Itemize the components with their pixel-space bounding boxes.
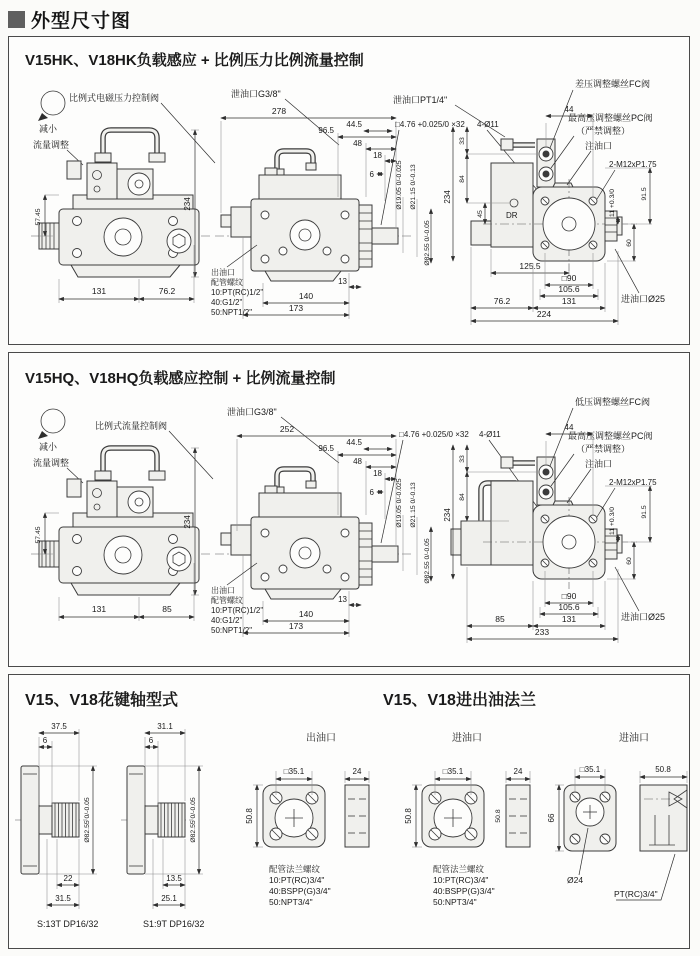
dim-76-2-right: 76.2 (493, 296, 511, 306)
dim-33: 33 (459, 455, 466, 463)
dim-105-6: 105.6 (558, 602, 580, 612)
spline-spec-label: □4.76 +0.025/0 ×32 (395, 120, 465, 129)
dim-dia82: Ø82.55 0/-0.05 (424, 220, 431, 266)
holes-label: 4-Ø11 (479, 430, 501, 439)
dim-96-5: 96.5 (318, 444, 334, 453)
dim-131-left: 131 (91, 604, 107, 614)
dim-sq35-1: □35.1 (283, 767, 305, 776)
dim-60: 60 (626, 557, 633, 565)
dim-105-6: 105.6 (558, 284, 580, 294)
dim-44: 44 (564, 423, 574, 432)
dim-57-45: 57.45 (35, 208, 42, 226)
panel1-title: V15HK、V18HK负载感应 + 比例压力比例流量控制 (25, 52, 364, 69)
outlet-10-label: 10:PT(RC)1/2" (211, 288, 264, 297)
dim-11: 11 +0.3/0 (609, 506, 616, 536)
dim-22: 22 (63, 874, 73, 883)
page-header (8, 6, 131, 33)
panel-v15hq (8, 352, 690, 667)
holes-label: 4-Ø11 (477, 120, 499, 129)
dim-dia82: Ø82.55 0/-0.05 (190, 797, 197, 843)
dim-50-8-side: 50.8 (495, 809, 502, 823)
dim-dia82: Ø82.55 0/-0.05 (424, 538, 431, 584)
dim-234-right: 234 (443, 508, 452, 522)
dim-37-5: 37.5 (51, 722, 67, 731)
dim-dia21: Ø21.15 0/-0.13 (410, 482, 417, 528)
dim-84: 84 (459, 493, 466, 501)
dim-234-left: 234 (183, 197, 192, 211)
decrease-arrow-icon (38, 431, 48, 439)
outlet-50-label: 50:NPT1/2" (211, 626, 253, 635)
dim-234-right: 234 (443, 190, 452, 204)
fill-port-label: 注油口 (585, 141, 613, 151)
dim-50-8: 50.8 (404, 808, 413, 824)
flange3-thread-label: PT(RC)3/4" (614, 889, 658, 899)
dr-label: DR (506, 211, 518, 220)
flange2-thread-50: 50:NPT3/4" (433, 897, 477, 907)
page-title: 外型尺寸图 (31, 11, 132, 32)
dim-50-8: 50.8 (245, 808, 254, 824)
dim-44: 44 (564, 105, 574, 114)
dim-85-left: 85 (162, 604, 172, 614)
dim-13: 13 (338, 277, 347, 286)
dim-91-5: 91.5 (641, 505, 648, 519)
dim-57-45: 57.45 (35, 526, 42, 544)
flange3-group (547, 731, 687, 900)
dim-dia19: Ø19.05 0/-0.025 (396, 478, 403, 528)
dim-31-1: 31.1 (157, 722, 173, 731)
dim-sq35-1: □35.1 (442, 767, 464, 776)
dim-sq35-1: □35.1 (579, 765, 601, 774)
decrease-label: 减小 (39, 442, 58, 452)
drain-pt-label: 泄油口PT1/4" (393, 95, 448, 105)
dim-6: 6 (369, 488, 374, 497)
dim-173: 173 (288, 303, 304, 313)
dim-6: 6 (148, 736, 154, 745)
panel2-title: V15HQ、V18HQ负载感应控制 + 比例流量控制 (25, 370, 336, 387)
dim-sq90: □90 (561, 591, 577, 601)
shaft2-group (121, 722, 204, 929)
flange1-thread-10: 10:PT(RC)3/4" (269, 875, 325, 885)
inlet-port-label: 进油口Ø25 (621, 612, 666, 622)
panel1-right-view (443, 78, 665, 325)
flange1-thread-40: 40:BSPP(G)3/4" (269, 886, 331, 896)
dim-66: 66 (547, 813, 556, 823)
shaft2-caption: S1:9T DP16/32 (143, 919, 205, 929)
decrease-arrow-icon (38, 113, 48, 121)
dim-31-5: 31.5 (55, 894, 71, 903)
dim-dia21: Ø21.15 0/-0.13 (410, 164, 417, 210)
flow-adjust-label: 流量调整 (33, 458, 70, 468)
outlet-40-label: 40:G1/2" (211, 616, 243, 625)
flange3-port-label: 进油口 (619, 733, 649, 744)
dim-50-8-side: 50.8 (655, 765, 671, 774)
dim-84: 84 (459, 175, 466, 183)
dim-131-right: 131 (561, 296, 577, 306)
dim-233: 233 (534, 627, 550, 637)
panel-v15hk (8, 36, 690, 345)
dim-140: 140 (298, 609, 314, 619)
dim-33: 33 (459, 137, 466, 145)
dim-234-left: 234 (183, 515, 192, 529)
dim-125-5: 125.5 (519, 261, 541, 271)
fc-valve-label: 差压调整螺丝FC阀 (575, 79, 650, 89)
panel3-drawing (9, 675, 689, 947)
dim-24: 24 (352, 767, 362, 776)
studs-label: 2-M12xP1.75 (609, 478, 657, 487)
dim-6: 6 (42, 736, 48, 745)
dim-dia19: Ø19.05 0/-0.025 (396, 160, 403, 210)
decrease-label: 减小 (39, 124, 58, 134)
flange2-thread-head: 配管法兰螺纹 (433, 864, 485, 874)
panel2-right-view (443, 396, 665, 643)
dim-252: 252 (279, 424, 295, 434)
dim-60: 60 (626, 239, 633, 247)
dim-224: 224 (536, 309, 552, 319)
outlet-thread-label: 配管螺纹 (211, 278, 243, 287)
outlet-10-label: 10:PT(RC)1/2" (211, 606, 264, 615)
panel1-drawing (9, 37, 689, 343)
spline-spec-label: □4.76 +0.025/0 ×32 (399, 430, 469, 439)
pc-valve-label: 最高压调整螺丝PC阀 (568, 113, 653, 123)
dim-11: 11 +0.3/0 (609, 188, 616, 218)
dim-131-right: 131 (561, 614, 577, 624)
dim-13: 13 (338, 595, 347, 604)
flange1-thread-head: 配管法兰螺纹 (269, 864, 321, 874)
panel1-left-view (31, 91, 215, 303)
dim-6: 6 (369, 170, 374, 179)
outlet-40-label: 40:G1/2" (211, 298, 243, 307)
panel-shaft-flange (8, 674, 690, 949)
pc-note-label: （严禁调整） (576, 126, 631, 136)
dim-131-left: 131 (91, 286, 107, 296)
drain-g-label: 泄油口G3/8" (231, 89, 281, 99)
prop-valve-label: 比例式电磁压力控制阀 (69, 93, 160, 103)
panel2-left-view (31, 409, 213, 621)
shaft1-caption: S:13T DP16/32 (37, 919, 99, 929)
pc-note-label: （严禁调整） (576, 444, 631, 454)
dim-18: 18 (373, 469, 382, 478)
dim-18: 18 (373, 151, 382, 160)
dim-173: 173 (288, 621, 304, 631)
shaft1-group (15, 722, 98, 929)
studs-label: 2-M12xP1.75 (609, 160, 657, 169)
inlet-port-label: 进油口Ø25 (621, 294, 666, 304)
flange2-thread-40: 40:BSPP(G)3/4" (433, 886, 495, 896)
drain-g-label: 泄油口G3/8" (227, 407, 277, 417)
dim-278: 278 (271, 106, 287, 116)
fc-valve-label: 低压调整螺丝FC阀 (575, 397, 650, 407)
flange2-port-label: 进油口 (452, 733, 482, 744)
outlet-port-label: 出油口 (211, 268, 235, 277)
outlet-port-label: 出油口 (211, 586, 235, 595)
dim-24: 24 (513, 767, 523, 776)
pc-valve-label: 最高压调整螺丝PC阀 (568, 431, 653, 441)
dim-140: 140 (298, 291, 314, 301)
dim-dia24: Ø24 (567, 875, 584, 885)
outlet-thread-label: 配管螺纹 (211, 596, 243, 605)
dim-48: 48 (353, 139, 362, 148)
dim-sq90: □90 (561, 273, 577, 283)
dim-91-5: 91.5 (641, 187, 648, 201)
dim-13-5: 13.5 (166, 874, 182, 883)
fill-port-label: 注油口 (585, 459, 613, 469)
dim-45: 45 (477, 210, 484, 218)
dim-76-2-left: 76.2 (158, 286, 176, 296)
flange2-thread-10: 10:PT(RC)3/4" (433, 875, 489, 885)
dim-25-1: 25.1 (161, 894, 177, 903)
dim-48: 48 (353, 457, 362, 466)
outlet-50-label: 50:NPT1/2" (211, 308, 253, 317)
dim-96-5: 96.5 (318, 126, 334, 135)
header-square-icon (8, 11, 25, 28)
flange1-group (245, 731, 369, 907)
flange1-port-label: 出油口 (306, 733, 336, 744)
flange1-thread-50: 50:NPT3/4" (269, 897, 313, 907)
dim-85-right: 85 (495, 614, 505, 624)
shaft-section-title: V15、V18花键轴型式 (25, 692, 178, 709)
dim-44-5: 44.5 (346, 120, 362, 129)
dim-dia82: Ø82.55 0/-0.05 (84, 797, 91, 843)
dim-44-5: 44.5 (346, 438, 362, 447)
panel2-drawing (9, 353, 689, 665)
flow-adjust-label: 流量调整 (33, 140, 70, 150)
flange2-group (404, 731, 530, 907)
flange-section-title: V15、V18进出油法兰 (383, 692, 536, 709)
prop-valve-label: 比例式流量控制阀 (95, 421, 168, 431)
